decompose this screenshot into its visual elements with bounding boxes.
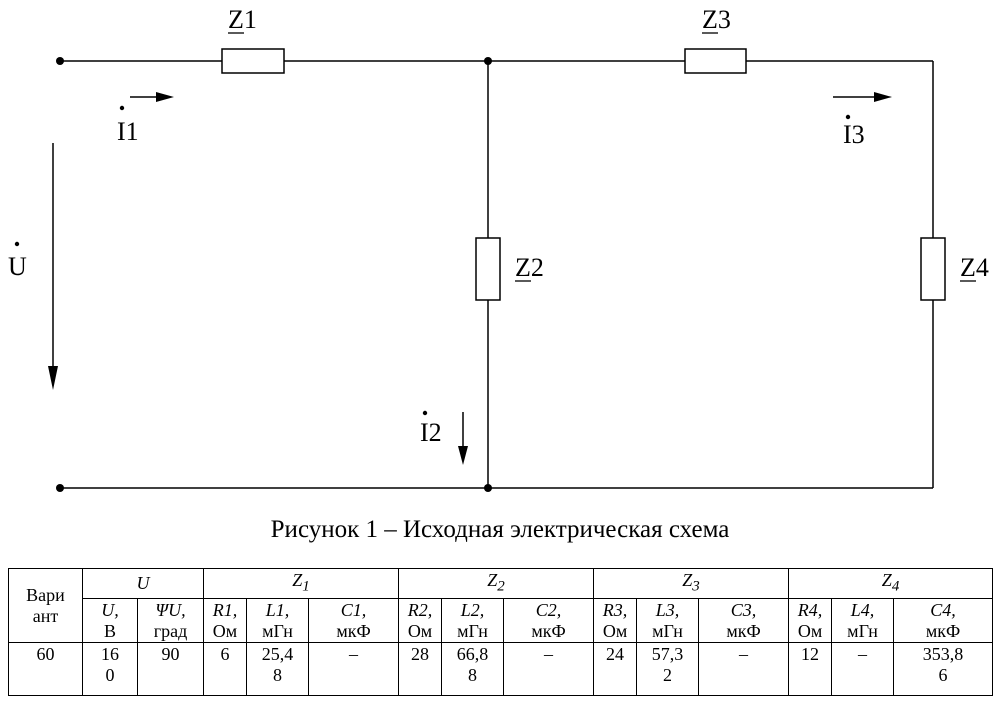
table-header-row	[9, 569, 993, 599]
label-z4: Z4	[960, 253, 989, 282]
resistor-z4	[921, 238, 945, 300]
header-variant: Вари ант	[9, 569, 83, 643]
table-cell: 24	[594, 642, 637, 695]
figure-caption: Рисунок 1 – Исходная электрическая схема	[270, 516, 730, 543]
subheader-cell: L2, мГн	[442, 598, 504, 642]
label-z3: Z3	[702, 5, 731, 34]
node-top	[484, 57, 492, 65]
resistor-z1	[222, 49, 284, 73]
table-cell: 66,8 8	[442, 642, 504, 695]
arrow-u-head	[48, 366, 58, 390]
header-z3: $Z_3$	[594, 569, 789, 599]
arrow-i1-head	[156, 92, 174, 102]
header-u: U	[83, 569, 204, 599]
subheader-cell: C2, мкФ	[504, 598, 594, 642]
label-z2: Z2	[515, 253, 544, 282]
terminal-top	[56, 57, 64, 65]
subheader-cell: L1, мГн	[247, 598, 309, 642]
subheader-cell: R3, Ом	[594, 598, 637, 642]
header-z2: $Z_2$	[399, 569, 594, 599]
header-z4: $Z_4$	[789, 569, 993, 599]
subheader-cell: ΨU, град	[138, 598, 204, 642]
table-cell: 353,8 6	[894, 642, 993, 695]
table-cell: 12	[789, 642, 832, 695]
label-z1: Z1	[228, 5, 257, 34]
table-row	[9, 642, 993, 695]
node-bottom	[484, 484, 492, 492]
subheader-cell: U, В	[83, 598, 138, 642]
table-cell: –	[504, 642, 594, 695]
table-cell: 90	[138, 642, 204, 695]
label-i3: I3	[843, 120, 865, 149]
subheader-cell: C4, мкФ	[894, 598, 993, 642]
table-cell: 6	[204, 642, 247, 695]
subheader-cell: R2, Ом	[399, 598, 442, 642]
parameters-table	[8, 568, 993, 696]
table-cell: 16 0	[83, 642, 138, 695]
resistor-z2	[476, 238, 500, 300]
subheader-cell: R1, Ом	[204, 598, 247, 642]
resistor-z3	[685, 49, 746, 73]
table-cell: –	[699, 642, 789, 695]
phasor-dot-i2	[423, 411, 427, 415]
table-cell: 28	[399, 642, 442, 695]
arrow-i2-head	[458, 446, 468, 465]
header-z1: $Z_1$	[204, 569, 399, 599]
phasor-dot-i3	[846, 115, 850, 119]
table-cell: 57,3 2	[637, 642, 699, 695]
label-i1: I1	[117, 117, 139, 146]
phasor-dot-i1	[120, 106, 124, 110]
subheader-cell: C1, мкФ	[309, 598, 399, 642]
terminal-bottom	[56, 484, 64, 492]
subheader-cell: L4, мГн	[832, 598, 894, 642]
phasor-dot-u	[15, 242, 19, 246]
label-u: U	[8, 252, 27, 281]
label-i2: I2	[420, 418, 442, 447]
table-cell: –	[309, 642, 399, 695]
subheader-cell: L3, мГн	[637, 598, 699, 642]
subheader-cell: C3, мкФ	[699, 598, 789, 642]
table-subheader-row	[9, 598, 993, 642]
table-cell: –	[832, 642, 894, 695]
cell-variant: 60	[9, 642, 83, 695]
table-cell: 25,4 8	[247, 642, 309, 695]
subheader-cell: R4, Ом	[789, 598, 832, 642]
arrow-i3-head	[874, 92, 892, 102]
